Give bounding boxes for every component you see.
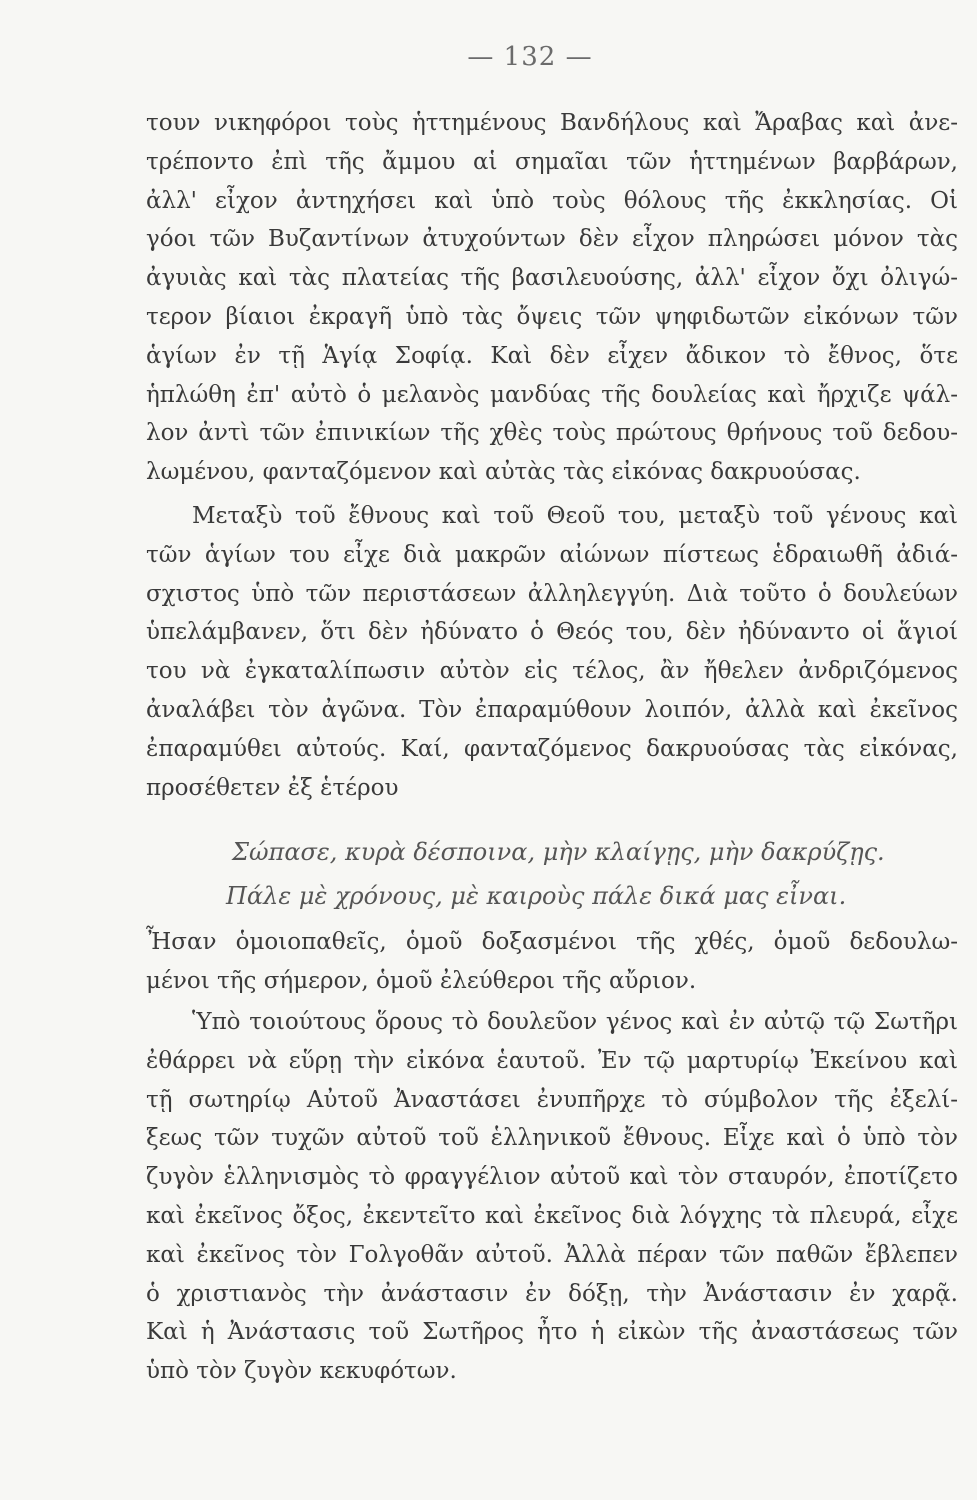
text-line: ἀγυιὰς καὶ τὰς πλατείας τῆς βασιλευούσης, ἀλλ' εἶχον ὄχι ὀλιγώ- [146, 265, 958, 292]
text-line: ὑπελάμβανεν, ὅτι δὲν ἠδύνατο ὁ Θεός του, δὲν ἠδύναντο οἱ ἅγιοί [146, 619, 958, 646]
paragraph-2 [146, 497, 958, 807]
text-line: καὶ ἐκεῖνος ὄξος, ἐκεντεῖτο καὶ ἐκεῖνος διὰ λόγχης τὰ πλευρά, εἶχε [146, 1202, 958, 1229]
text-line: Μεταξὺ τοῦ ἔθνους καὶ τοῦ Θεοῦ του, μεταξὺ τοῦ γένους καὶ [192, 503, 958, 529]
text-line: ζυγὸν ἑλληνισμὸς τὸ φραγγέλιον αὐτοῦ καὶ τὸν σταυρόν, ἐποτίζετο [146, 1164, 958, 1191]
text-line: του νὰ ἐγκαταλίπωσιν αὐτὸν εἰς τέλος, ἂν ἤθελεν ἀνδριζόμενος [146, 658, 958, 685]
verse-line: Σώπασε, κυρὰ δέσποινα, μὴν κλαίγῃς, μὴν δακρύζῃς. [232, 838, 885, 866]
text-line: τερον βίαιοι ἐκραγῆ ὑπὸ τὰς ὄψεις τῶν ψηφιδωτῶν εἰκόνων τῶν [146, 303, 958, 330]
paragraph-4 [146, 1003, 958, 1391]
page-number: — 132 — [467, 42, 593, 72]
text-line: λον ἀντὶ τῶν ἐπινικίων τῆς χθὲς τοὺς πρώτους θρήνους τοῦ δεδου- [146, 420, 958, 447]
text-line: μένοι τῆς σήμερον, ὁμοῦ ἐλεύθεροι τῆς αὔριον. [146, 967, 697, 994]
text-line: Καὶ ἡ Ἀνάστασις τοῦ Σωτῆρος ἦτο ἡ εἰκὼν τῆς ἀναστάσεως τῶν [146, 1319, 958, 1346]
text-line: καὶ ἐκεῖνος τὸν Γολγοθᾶν αὐτοῦ. Ἀλλὰ πέραν τῶν παθῶν ἔβλεπεν [146, 1241, 958, 1268]
text-line: ἁγίων ἐν τῇ Ἁγίᾳ Σοφίᾳ. Καὶ δὲν εἶχεν ἄδικον τὸ ἔθνος, ὅτε [146, 342, 958, 369]
text-line: Ὑπὸ τοιούτους ὅρους τὸ δουλεῦον γένος καὶ ἐν αὐτῷ τῷ Σωτῆρι [192, 1009, 958, 1035]
text-line: ἀναλάβει τὸν ἀγῶνα. Τὸν ἐπαραμύθουν λοιπόν, ἀλλὰ καὶ ἐκεῖνος [146, 696, 958, 723]
text-line: ἐθάρρει νὰ εὕρῃ τὴν εἰκόνα ἑαυτοῦ. Ἐν τῷ μαρτυρίῳ Ἐκείνου καὶ [146, 1047, 958, 1074]
text-line: ξεως τῶν τυχῶν αὐτοῦ τοῦ ἑλληνικοῦ ἔθνους. Εἶχε καὶ ὁ ὑπὸ τὸν [146, 1125, 958, 1152]
text-line: τῶν ἁγίων του εἶχε διὰ μακρῶν αἰώνων πίστεως ἑδραιωθῆ ἀδιά- [146, 541, 958, 568]
text-line: σχιστος ὑπὸ τῶν περιστάσεων ἀλληλεγγύη. Διὰ τοῦτο ὁ δουλεύων [146, 580, 958, 607]
text-line: γόοι τῶν Βυζαντίνων ἀτυχούντων δὲν εἶχον πληρώσει μόνον τὰς [146, 226, 958, 253]
text-line: Ἦσαν ὁμοιοπαθεῖς, ὁμοῦ δοξασμένοι τῆς χθές, ὁμοῦ δεδουλω- [146, 929, 958, 955]
paragraph-1 [146, 104, 958, 492]
verse-quote [226, 830, 886, 918]
paragraph-3 [146, 923, 958, 1001]
text-line: ὁ χριστιανὸς τὴν ἀνάστασιν ἐν δόξῃ, τὴν Ἀνάστασιν ἐν χαρᾷ. [146, 1280, 958, 1307]
text-line: ἐπαραμύθει αὐτούς. Καί, φανταζόμενος δακρυούσας τὰς εἰκόνας, [146, 735, 958, 762]
text-line: ἀλλ' εἶχον ἀντηχήσει καὶ ὑπὸ τοὺς θόλους τῆς ἐκκλησίας. Οἱ [146, 187, 958, 214]
text-line: προσέθετεν ἐξ ἑτέρου [146, 774, 399, 801]
text-line: λωμένου, φανταζόμενον καὶ αὐτὰς τὰς εἰκόνας δακρυούσας. [146, 459, 861, 486]
text-line: τῇ σωτηρίῳ Αὐτοῦ Ἀναστάσει ἐνυπῆρχε τὸ σύμβολον τῆς ἐξελί- [146, 1086, 958, 1113]
text-line: ἡπλώθη ἐπ' αὐτὸ ὁ μελανὸς μανδύας τῆς δουλείας καὶ ἤρχιζε ψάλ- [146, 381, 958, 408]
text-line: ὑπὸ τὸν ζυγὸν κεκυφότων. [146, 1358, 457, 1385]
text-line: τρέποντο ἐπὶ τῆς ἄμμου αἱ σημαῖαι τῶν ἡττημένων βαρβάρων, [146, 148, 958, 175]
verse-line: Πάλε μὲ χρόνους, μὲ καιροὺς πάλε δικά μας εἶναι. [226, 882, 847, 910]
text-line: τουν νικηφόροι τοὺς ἡττημένους Βανδήλους καὶ Ἄραβας καὶ ἀνε- [146, 110, 958, 136]
